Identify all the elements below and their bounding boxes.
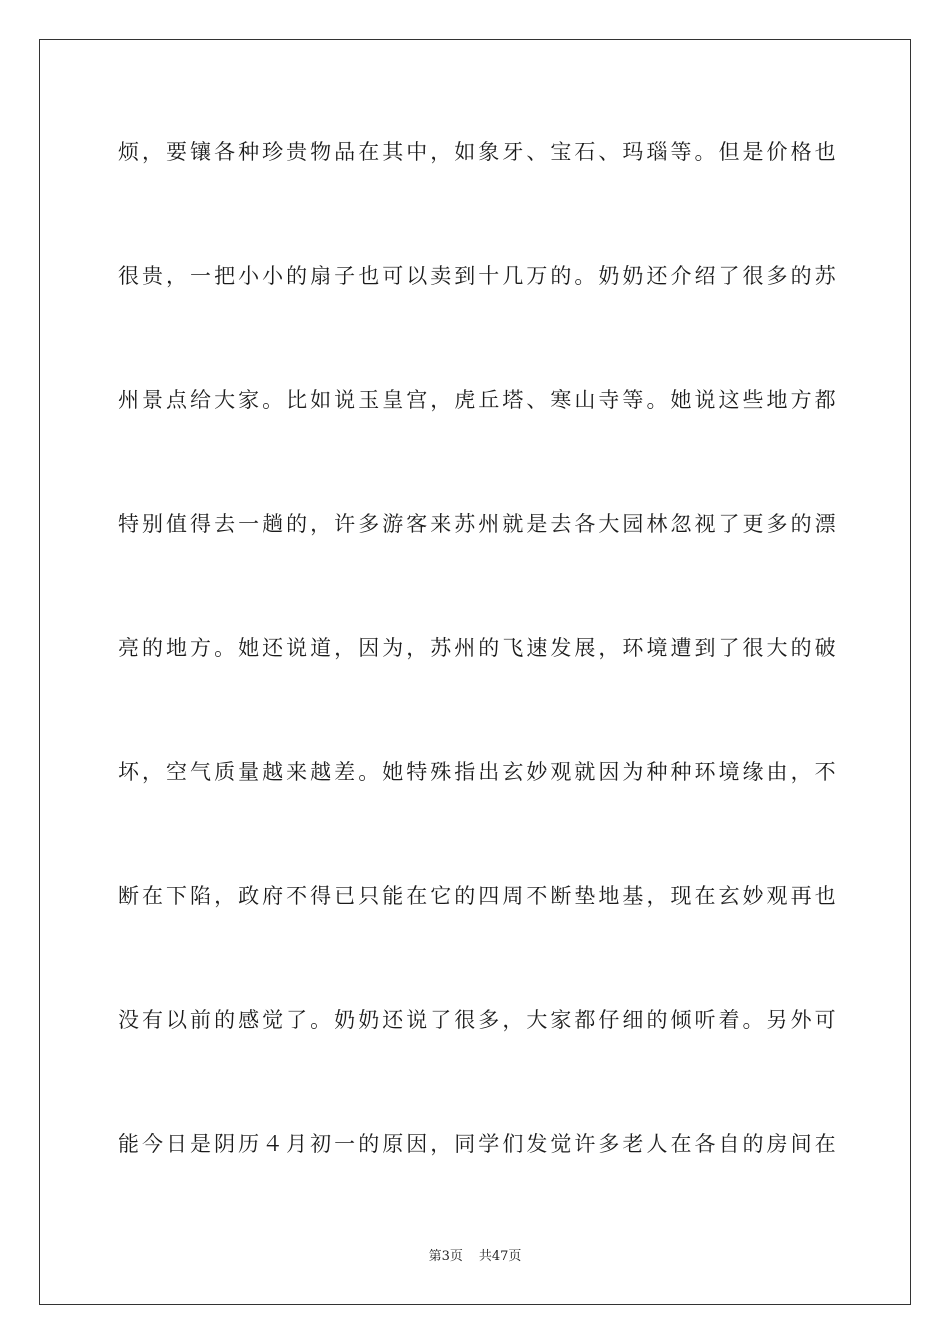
- total-pages: 共47页: [478, 1249, 522, 1264]
- text-line: 很贵，一把小小的扇子也可以卖到十几万的。奶奶还介绍了很多的苏: [118, 264, 838, 288]
- text-line: 能今日是阴历４月初一的原因，同学们发觉许多老人在各自的房间在: [118, 1132, 838, 1156]
- text-line: 没有以前的感觉了。奶奶还说了很多，大家都仔细的倾听着。另外可: [118, 1008, 838, 1032]
- text-line: 断在下陷，政府不得已只能在它的四周不断垫地基，现在玄妙观再也: [118, 884, 838, 908]
- page-footer: [0, 1248, 950, 1266]
- page-border: [39, 39, 911, 1305]
- page-number: 第3页: [428, 1249, 463, 1264]
- text-line: 州景点给大家。比如说玉皇宫，虎丘塔、寒山寺等。她说这些地方都: [118, 388, 838, 412]
- text-line: 特别值得去一趟的，许多游客来苏州就是去各大园林忽视了更多的漂: [118, 512, 838, 536]
- text-line: 烦，要镶各种珍贵物品在其中，如象牙、宝石、玛瑙等。但是价格也: [118, 140, 838, 164]
- text-line: 坏，空气质量越来越差。她特殊指出玄妙观就因为种种环境缘由，不: [118, 760, 838, 784]
- text-line: 亮的地方。她还说道，因为，苏州的飞速发展，环境遭到了很大的破: [118, 636, 838, 660]
